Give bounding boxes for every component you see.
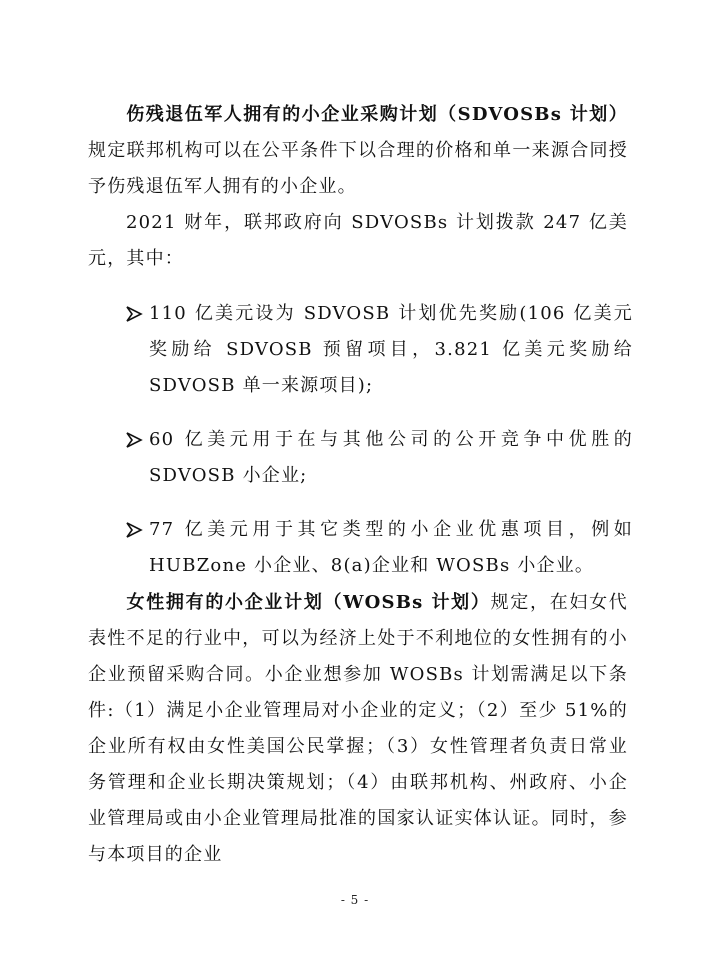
arrow-bullet-icon — [124, 296, 146, 332]
paragraph-wosbs-program — [88, 585, 628, 873]
sdvosbs-program-title: 伤残退伍军人拥有的小企业采购计划（SDVOSBs 计划） — [126, 104, 628, 125]
arrow-bullet-icon — [124, 422, 146, 458]
sdvosbs-program-description: 规定联邦机构可以在公平条件下以合理的价格和单一来源合同授予伤残退伍军人拥有的小企业。 — [88, 140, 628, 197]
bullet-item-other-programs — [124, 512, 632, 584]
bullet-text: 110 亿美元设为 SDVOSB 计划优先奖励(106 亿美元奖励给 SDVOSB 预留项目，3.821 亿美元奖励给 SDVOSB 单一来源项目); — [149, 303, 633, 396]
bullet-item-open-competition — [124, 422, 632, 494]
bullet-text: 60 亿美元用于在与其他公司的公开竞争中优胜的 SDVOSB 小企业; — [149, 429, 633, 486]
arrow-bullet-icon — [124, 512, 146, 548]
bullet-text: 77 亿美元用于其它类型的小企业优惠项目，例如 HUBZone 小企业、8(a)企业和 WOSBs 小企业。 — [149, 519, 633, 576]
fy2021-funding-text: 2021 财年，联邦政府向 SDVOSBs 计划拨款 247 亿美元，其中： — [88, 212, 628, 269]
wosbs-program-description: 规定，在妇女代表性不足的行业中，可以为经济上处于不利地位的女性拥有的小企业预留采购合同。小企业想参加 WOSBs 计划需满足以下条件:（1）满足小企业管理局对小企业的定义；（2）至少 51%的企业所有权由女性美国公民掌握；（3）女性管理者负责日常业务管理和企业长期决策规划；（4）由联邦机构、州政府、小企业管理局或由小企业管理局批准的国家认证实体认证。同时，参与本项目的企业 — [88, 592, 628, 865]
bullet-item-priority-awards — [124, 296, 632, 404]
wosbs-program-title: 女性拥有的小企业计划（WOSBs 计划） — [126, 592, 491, 613]
page-number: - 5 - — [340, 893, 370, 907]
paragraph-sdvosbs-intro — [88, 97, 628, 205]
paragraph-fy2021-funding — [88, 205, 628, 277]
